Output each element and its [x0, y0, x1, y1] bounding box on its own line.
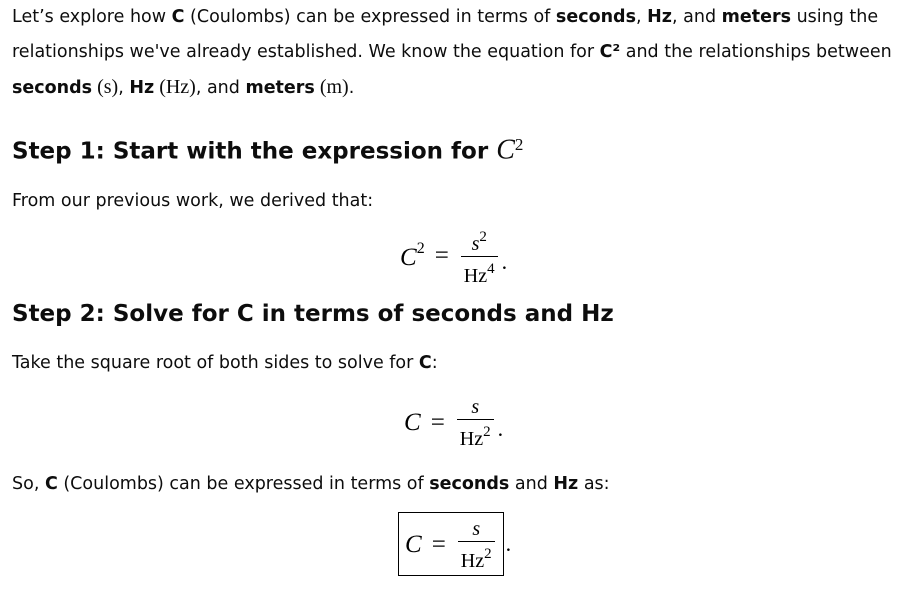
math-unit: Hz [463, 264, 488, 287]
text: (Coulombs) can be expressed in terms of [57, 473, 430, 494]
heading-text: Step 2: Solve for [12, 300, 237, 327]
equation-c-squared [12, 219, 897, 297]
math-exponent: 2 [416, 240, 425, 258]
math-variable: C [405, 530, 422, 558]
text: : [431, 352, 438, 373]
bold-term: seconds [555, 7, 637, 27]
equation-row [400, 225, 507, 288]
math-exponent: 2 [479, 228, 487, 245]
denominator [461, 257, 498, 288]
text: and [509, 473, 554, 494]
text: as: [578, 473, 610, 494]
math-unit: Hz [459, 427, 484, 450]
equation-c-root [12, 381, 897, 467]
math-variable: C [404, 408, 421, 436]
text: So, [12, 473, 45, 494]
period: . [497, 415, 504, 441]
bold-term: Hz [647, 7, 672, 27]
heading-text: in terms of [253, 300, 412, 327]
text: . [348, 78, 355, 98]
equation-row [404, 395, 503, 451]
bold-term: meters [721, 7, 792, 27]
text: , and [672, 7, 722, 27]
text: Let’s explore how [12, 7, 172, 27]
text: , [636, 7, 648, 27]
conclusion-paragraph [12, 467, 897, 502]
numerator: s [471, 395, 480, 418]
bold-term: Hz [553, 473, 579, 494]
denominator [458, 542, 495, 573]
bold-term: C² [599, 42, 621, 62]
math-symbol: (m) [314, 76, 349, 98]
equation-boxed-result [12, 502, 897, 592]
math-unit: Hz [460, 549, 485, 572]
bold-term: seconds [429, 473, 510, 494]
text: relationships we've already established. We know the equation for [12, 42, 600, 62]
math-exponent: 2 [483, 423, 491, 440]
heading-text: C [236, 300, 254, 327]
fraction [461, 225, 498, 288]
numerator: s [472, 517, 481, 540]
math-symbol: (s) [92, 76, 119, 98]
intro-paragraph [12, 0, 897, 106]
bold-term: Hz [129, 78, 155, 98]
text: , [118, 78, 130, 98]
denominator [457, 420, 494, 451]
heading-text: seconds [411, 300, 517, 327]
bold-term: meters [245, 78, 315, 98]
math-exponent: 4 [487, 260, 495, 277]
bold-term: C [44, 473, 58, 494]
math-exponent: 2 [484, 545, 492, 562]
result-box [398, 512, 504, 576]
text: using the [791, 7, 879, 27]
fraction [458, 517, 495, 573]
bold-term: seconds [12, 78, 93, 98]
numerator [469, 225, 490, 256]
equals-sign: = [431, 530, 446, 558]
step1-heading [12, 130, 897, 167]
equals-sign: = [430, 408, 445, 436]
text: and the relationships between [620, 42, 892, 62]
heading-text: and [516, 300, 582, 327]
heading-text: Step 1: Start with the expression for [12, 138, 497, 165]
step2-body [12, 346, 897, 381]
fraction [457, 395, 494, 451]
math-variable: C [400, 244, 417, 272]
math-variable: s [471, 232, 480, 255]
step2-heading [12, 299, 897, 329]
equation-row [398, 512, 511, 576]
math-exponent: 2 [514, 135, 524, 154]
bold-term: C [418, 352, 432, 373]
step1-body: From our previous work, we derived that: [12, 190, 374, 211]
heading-text: Hz [581, 300, 614, 327]
document-body [12, 0, 897, 592]
period: . [505, 530, 512, 556]
period: . [501, 249, 508, 275]
math-variable: C [496, 134, 515, 166]
bold-term: C [171, 7, 185, 27]
text: Take the square root of both sides to solve for [12, 352, 419, 373]
text: , and [195, 78, 246, 98]
math-symbol: (Hz) [154, 76, 196, 98]
math-lhs [400, 240, 425, 272]
text: (Coulombs) can be expressed in terms of [184, 7, 556, 27]
equals-sign: = [434, 242, 449, 270]
